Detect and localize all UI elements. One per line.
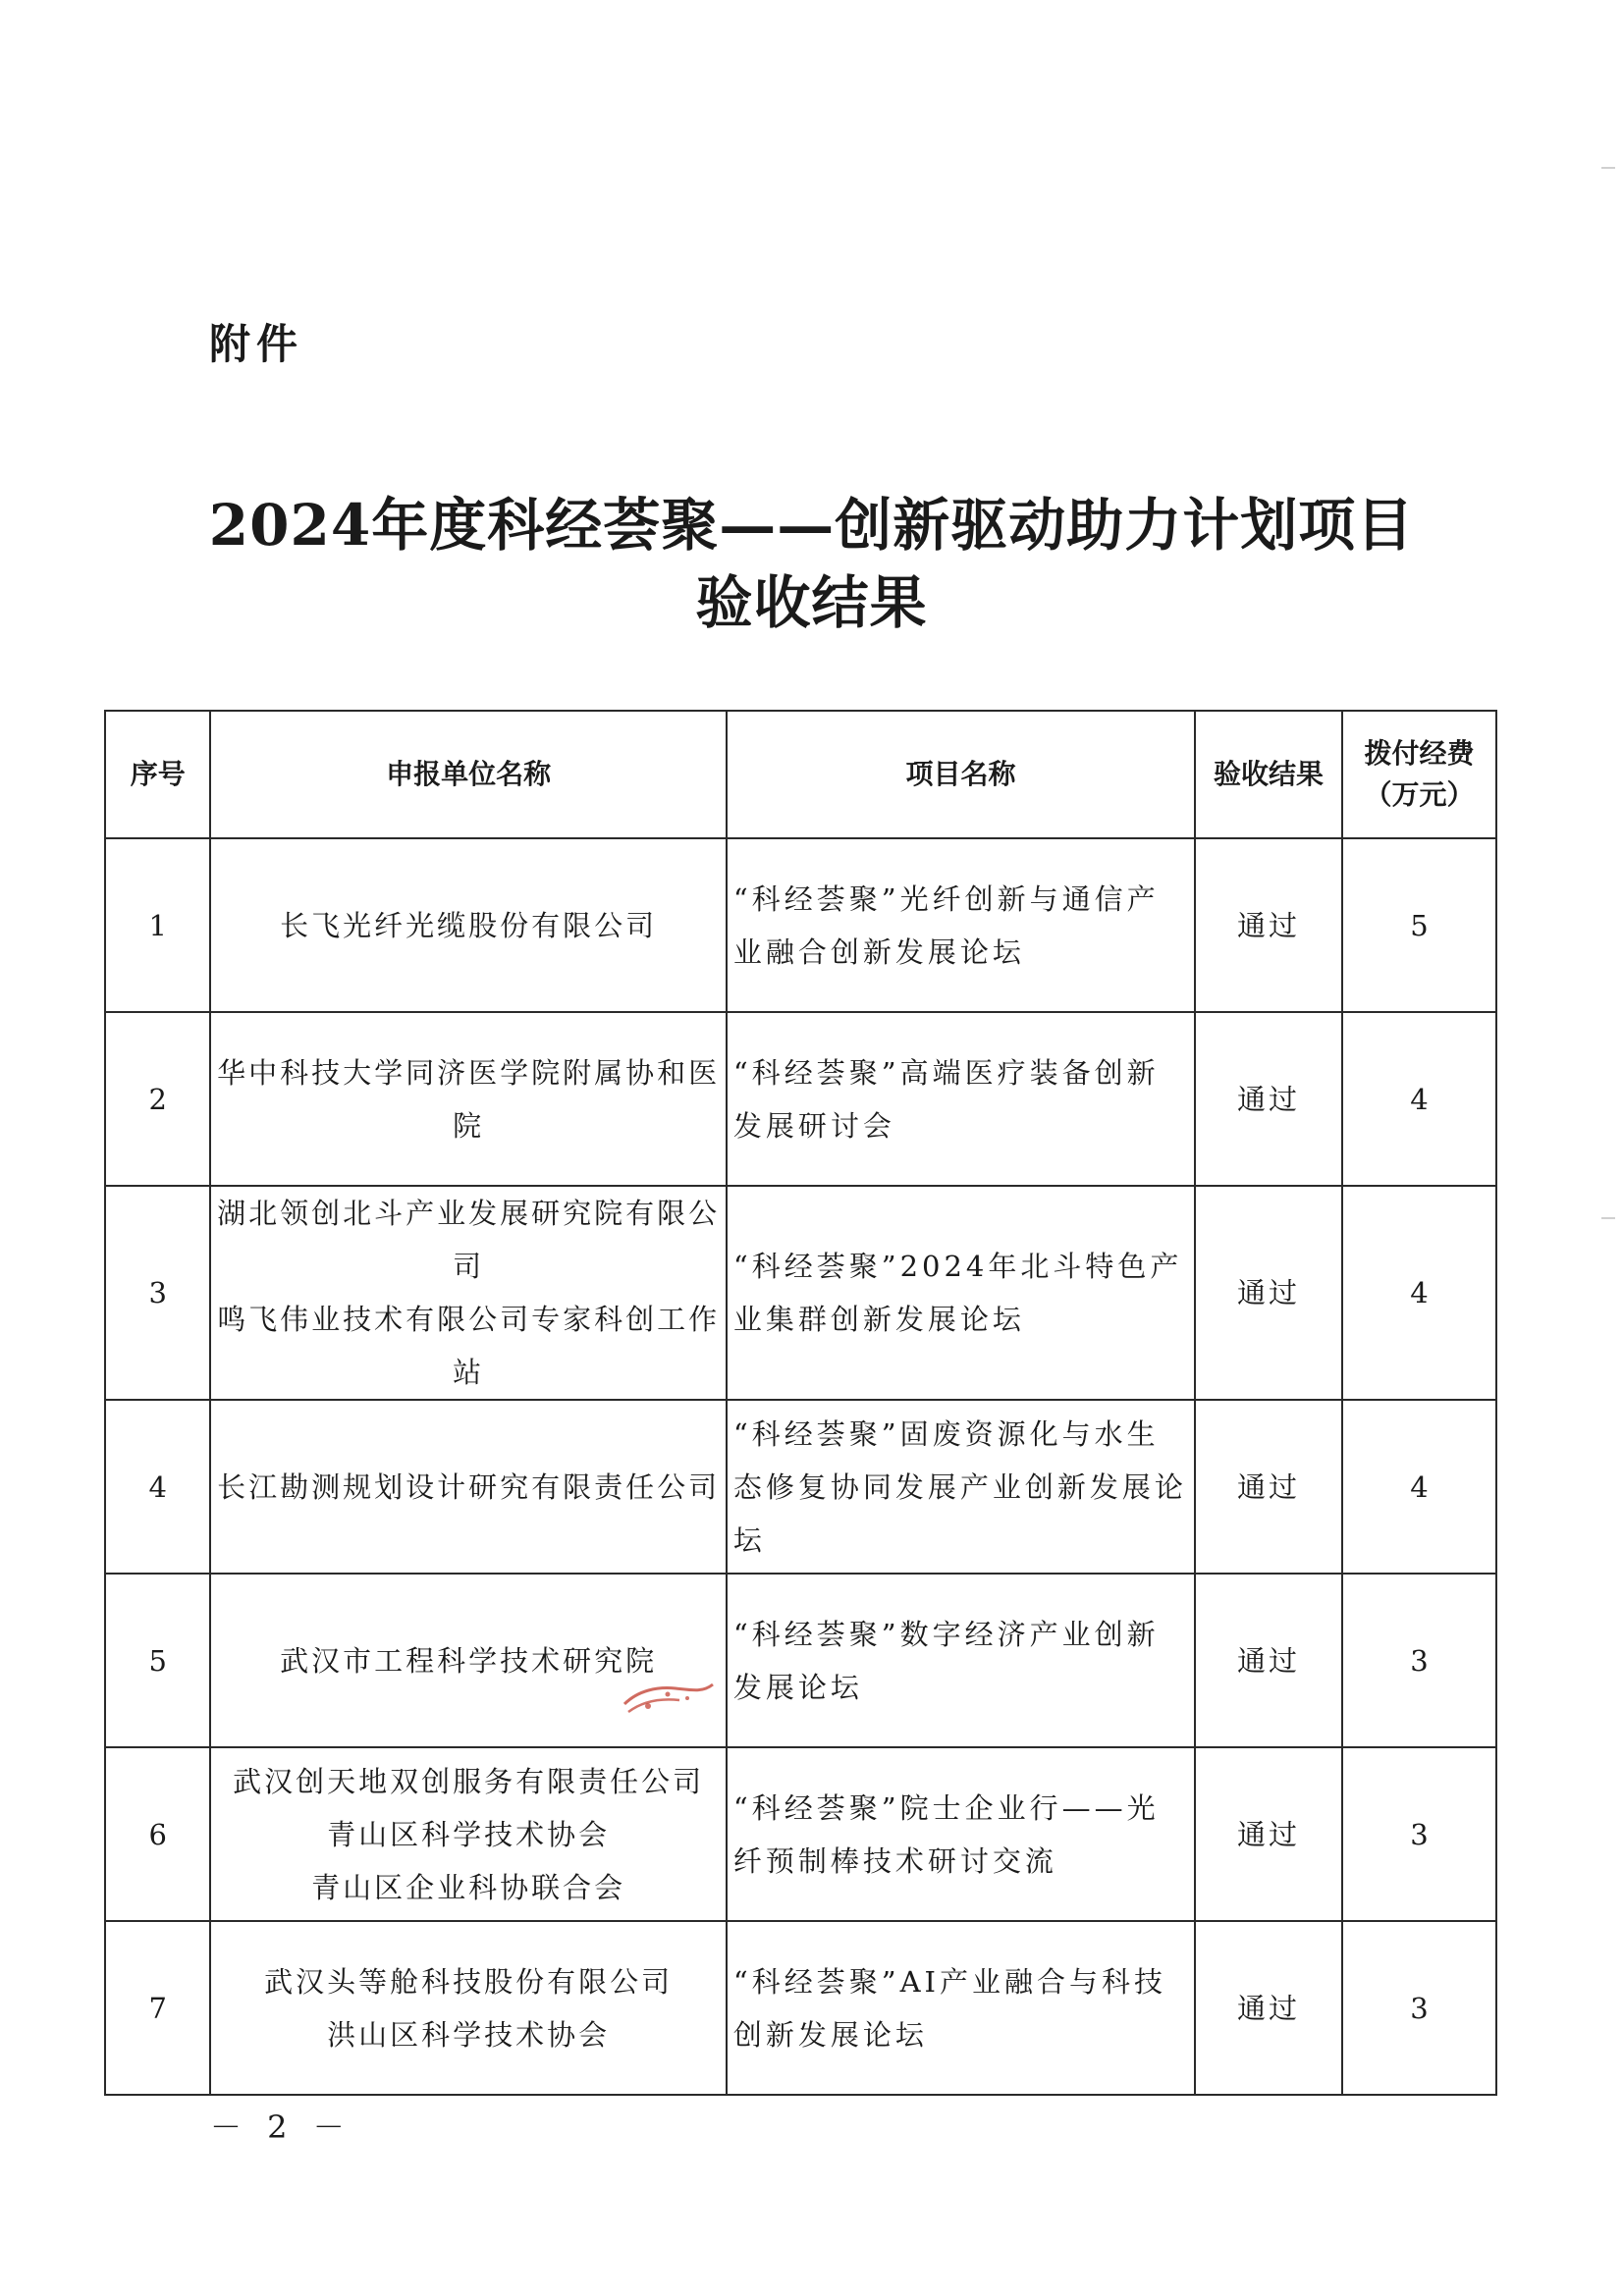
- row-index: 6: [105, 1747, 210, 1921]
- unit-name-line: 洪山区科学技术协会: [327, 2017, 611, 2052]
- row-unit-name: [210, 1921, 726, 2095]
- header-project: 项目名称: [727, 711, 1195, 838]
- row-project-name: “科经荟聚”光纤创新与通信产业融合创新发展论坛: [727, 838, 1195, 1012]
- unit-name-line: 武汉市工程科学技术研究院: [280, 1643, 658, 1678]
- edge-scan-mark: [1601, 1217, 1615, 1219]
- table-row: [105, 1012, 1496, 1186]
- row-funding: 4: [1342, 1186, 1496, 1400]
- row-result: 通过: [1195, 1747, 1342, 1921]
- header-funding-unit: （万元）: [1364, 778, 1475, 811]
- row-unit-name: [210, 1574, 726, 1747]
- edge-scan-mark: [1601, 167, 1615, 169]
- row-unit-name: [210, 1186, 726, 1400]
- attachment-label: 附件: [209, 320, 304, 368]
- row-unit-name: [210, 1012, 726, 1186]
- row-index: 3: [105, 1186, 210, 1400]
- row-index: 5: [105, 1574, 210, 1747]
- unit-name-line: 鸣飞伟业技术有限公司专家科创工作站: [217, 1303, 721, 1389]
- table-row: [105, 1400, 1496, 1574]
- row-result: 通过: [1195, 1400, 1342, 1574]
- row-funding: 4: [1342, 1400, 1496, 1574]
- row-result: 通过: [1195, 1186, 1342, 1400]
- table-row: [105, 1574, 1496, 1747]
- row-result: 通过: [1195, 1921, 1342, 2095]
- header-funding: [1342, 711, 1496, 838]
- document-title-line-1: 2024年度科经荟聚——创新驱动助力计划项目: [208, 492, 1415, 559]
- row-result: 通过: [1195, 838, 1342, 1012]
- document-title-line-2: 验收结果: [695, 569, 928, 636]
- unit-name-line: 武汉创天地双创服务有限责任公司: [233, 1764, 705, 1798]
- row-funding: 3: [1342, 1747, 1496, 1921]
- red-seal-fragment: [619, 1669, 717, 1718]
- table-row: [105, 838, 1496, 1012]
- row-result: 通过: [1195, 1012, 1342, 1186]
- header-result: 验收结果: [1195, 711, 1342, 838]
- row-funding: 5: [1342, 838, 1496, 1012]
- page-number: － 2 －: [210, 2109, 352, 2146]
- row-index: 4: [105, 1400, 210, 1574]
- row-project-name: “科经荟聚”2024年北斗特色产业集群创新发展论坛: [727, 1186, 1195, 1400]
- table-row: [105, 1186, 1496, 1400]
- table-body: [105, 838, 1496, 2095]
- row-unit-name: [210, 1400, 726, 1574]
- table-header-row: [105, 711, 1496, 838]
- table-row: [105, 1747, 1496, 1921]
- unit-name-line: 湖北领创北斗产业发展研究院有限公司: [217, 1197, 721, 1283]
- row-index: 7: [105, 1921, 210, 2095]
- unit-name-line: 长飞光纤光缆股份有限公司: [280, 908, 658, 942]
- row-project-name: “科经荟聚”固废资源化与水生态修复协同发展产业创新发展论坛: [727, 1400, 1195, 1574]
- row-unit-name: [210, 1747, 726, 1921]
- header-unit: 申报单位名称: [210, 711, 726, 838]
- unit-name-line: 青山区企业科协联合会: [311, 1870, 626, 1904]
- row-unit-name: [210, 838, 726, 1012]
- row-project-name: “科经荟聚”院士企业行——光纤预制棒技术研讨交流: [727, 1747, 1195, 1921]
- results-table: [104, 710, 1497, 2096]
- header-funding-label: 拨付经费: [1364, 737, 1475, 770]
- unit-name-line: 长江勘测规划设计研究有限责任公司: [217, 1469, 721, 1504]
- row-funding: 3: [1342, 1574, 1496, 1747]
- row-funding: 4: [1342, 1012, 1496, 1186]
- row-project-name: “科经荟聚”AI产业融合与科技创新发展论坛: [727, 1921, 1195, 2095]
- table-row: [105, 1921, 1496, 2095]
- unit-name-line: 华中科技大学同济医学院附属协和医院: [217, 1055, 721, 1143]
- row-project-name: “科经荟聚”数字经济产业创新发展论坛: [727, 1574, 1195, 1747]
- row-funding: 3: [1342, 1921, 1496, 2095]
- row-project-name: “科经荟聚”高端医疗装备创新发展研讨会: [727, 1012, 1195, 1186]
- unit-name-line: 武汉头等舱科技股份有限公司: [264, 1964, 674, 1999]
- unit-name-line: 青山区科学技术协会: [327, 1817, 611, 1851]
- row-index: 1: [105, 838, 210, 1012]
- row-result: 通过: [1195, 1574, 1342, 1747]
- header-index: 序号: [105, 711, 210, 838]
- row-index: 2: [105, 1012, 210, 1186]
